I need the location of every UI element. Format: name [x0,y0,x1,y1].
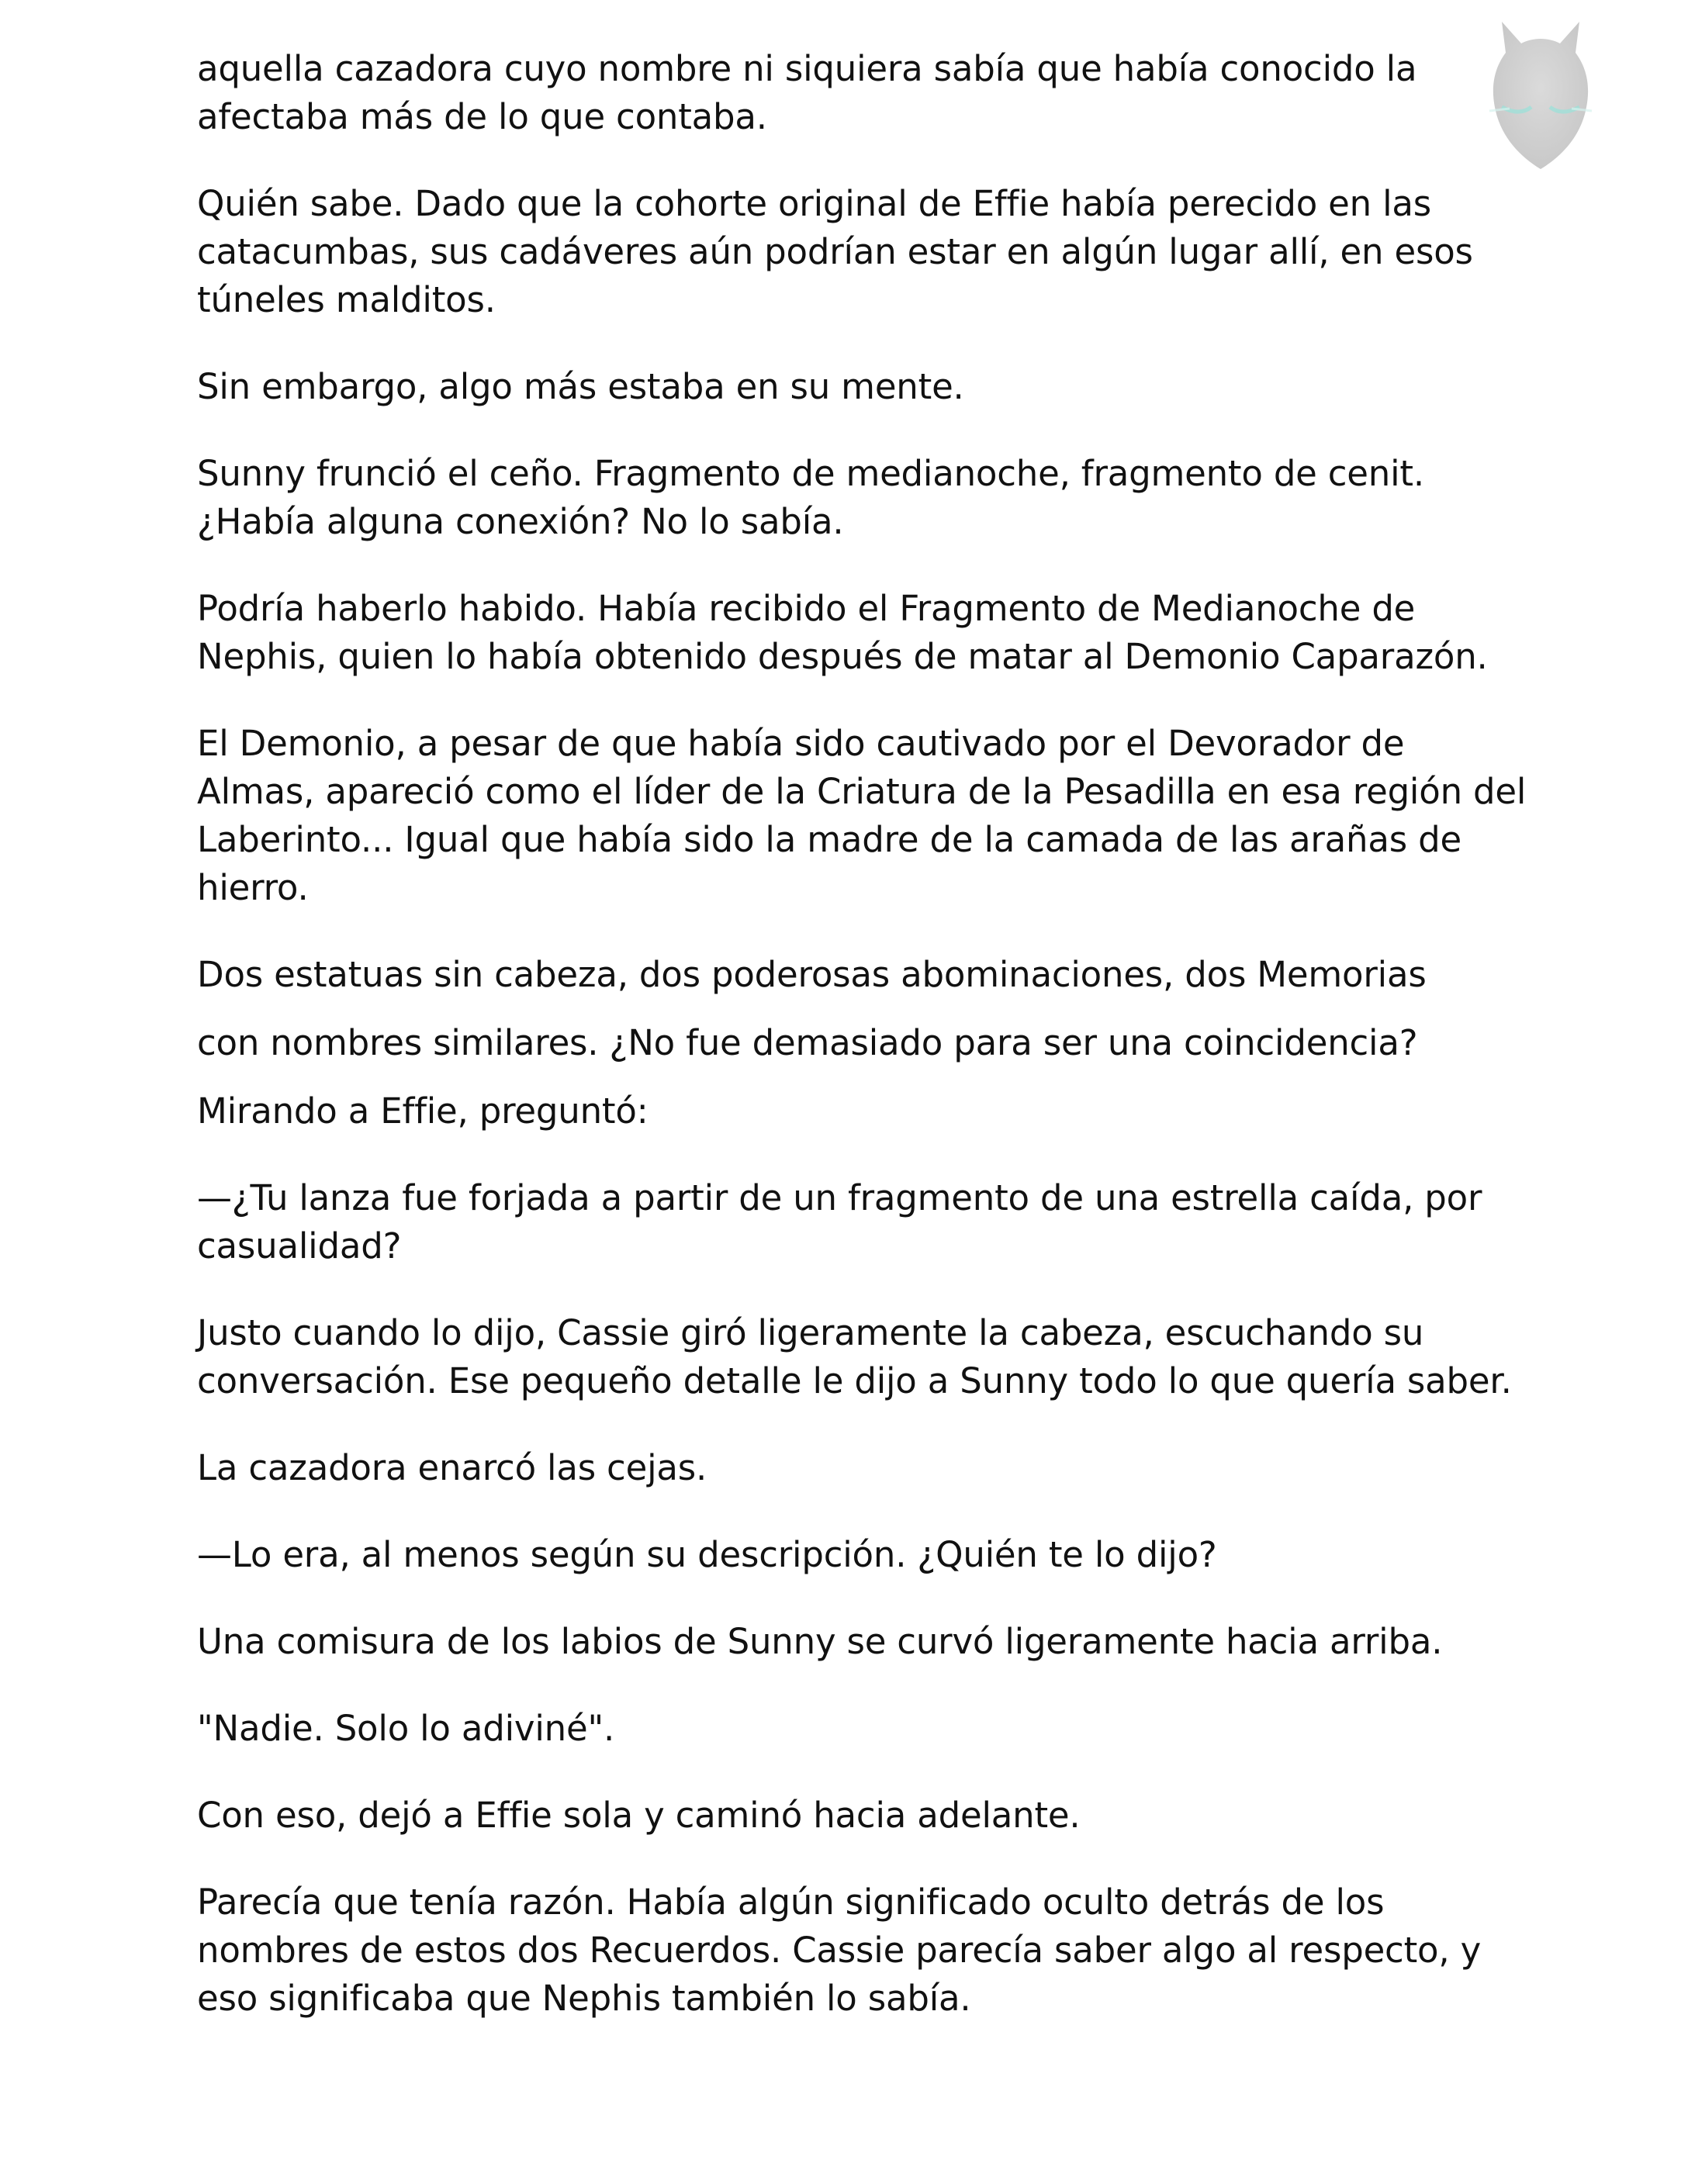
paragraph: Con eso, dejó a Effie sola y caminó hacia adelante. [197,1795,1081,1836]
paragraph: Justo cuando lo dijo, Cassie giró ligeramente la cabeza, escuchando su conversación. Ese pequeño detalle le dijo a Sunny todo lo que quería saber. [197,1312,1512,1401]
paragraph: —¿Tu lanza fue forjada a partir de un fragmento de una estrella caída, por casualidad? [197,1177,1482,1267]
document-body [197,45,1531,2061]
paragraph: Una comisura de los labios de Sunny se curvó ligeramente hacia arriba. [197,1621,1443,1662]
paragraph: aquella cazadora cuyo nombre ni siquiera sabía que había conocido la afectaba más de lo que contaba. [197,48,1417,137]
paragraph: El Demonio, a pesar de que había sido cautivado por el Devorador de Almas, apareció como el líder de la Criatura de la Pesadilla en esa región del Laberinto... Igual que había sido la madre de la camada de las arañas de hierro. [197,723,1527,908]
paragraph: Sin embargo, algo más estaba en su mente. [197,366,964,407]
paragraph: La cazadora enarcó las cejas. [197,1447,707,1488]
paragraph: Parecía que tenía razón. Había algún significado oculto detrás de los nombres de estos dos Recuerdos. Cassie parecía saber algo al respecto, y eso significaba que Nephis también lo sabía. [197,1882,1482,2019]
paragraph: Sunny frunció el ceño. Fragmento de medianoche, fragmento de cenit. ¿Había alguna conexión? No lo sabía. [197,453,1424,542]
paragraph: —Lo era, al menos según su descripción. ¿Quién te lo dijo? [197,1534,1217,1575]
paragraph: Dos estatuas sin cabeza, dos poderosas abominaciones, dos Memorias [197,954,1427,995]
paragraph: con nombres similares. ¿No fue demasiado para ser una coincidencia? [197,1022,1418,1063]
paragraph: Podría haberlo habido. Había recibido el Fragmento de Medianoche de Nephis, quien lo había obtenido después de matar al Demonio Caparazón. [197,588,1488,677]
paragraph: Quién sabe. Dado que la cohorte original de Effie había perecido en las catacumbas, sus cadáveres aún podrían estar en algún lugar allí, en esos túneles malditos. [197,183,1473,320]
paragraph: "Nadie. Solo lo adiviné". [197,1708,615,1749]
paragraph: Mirando a Effie, preguntó: [197,1090,649,1132]
